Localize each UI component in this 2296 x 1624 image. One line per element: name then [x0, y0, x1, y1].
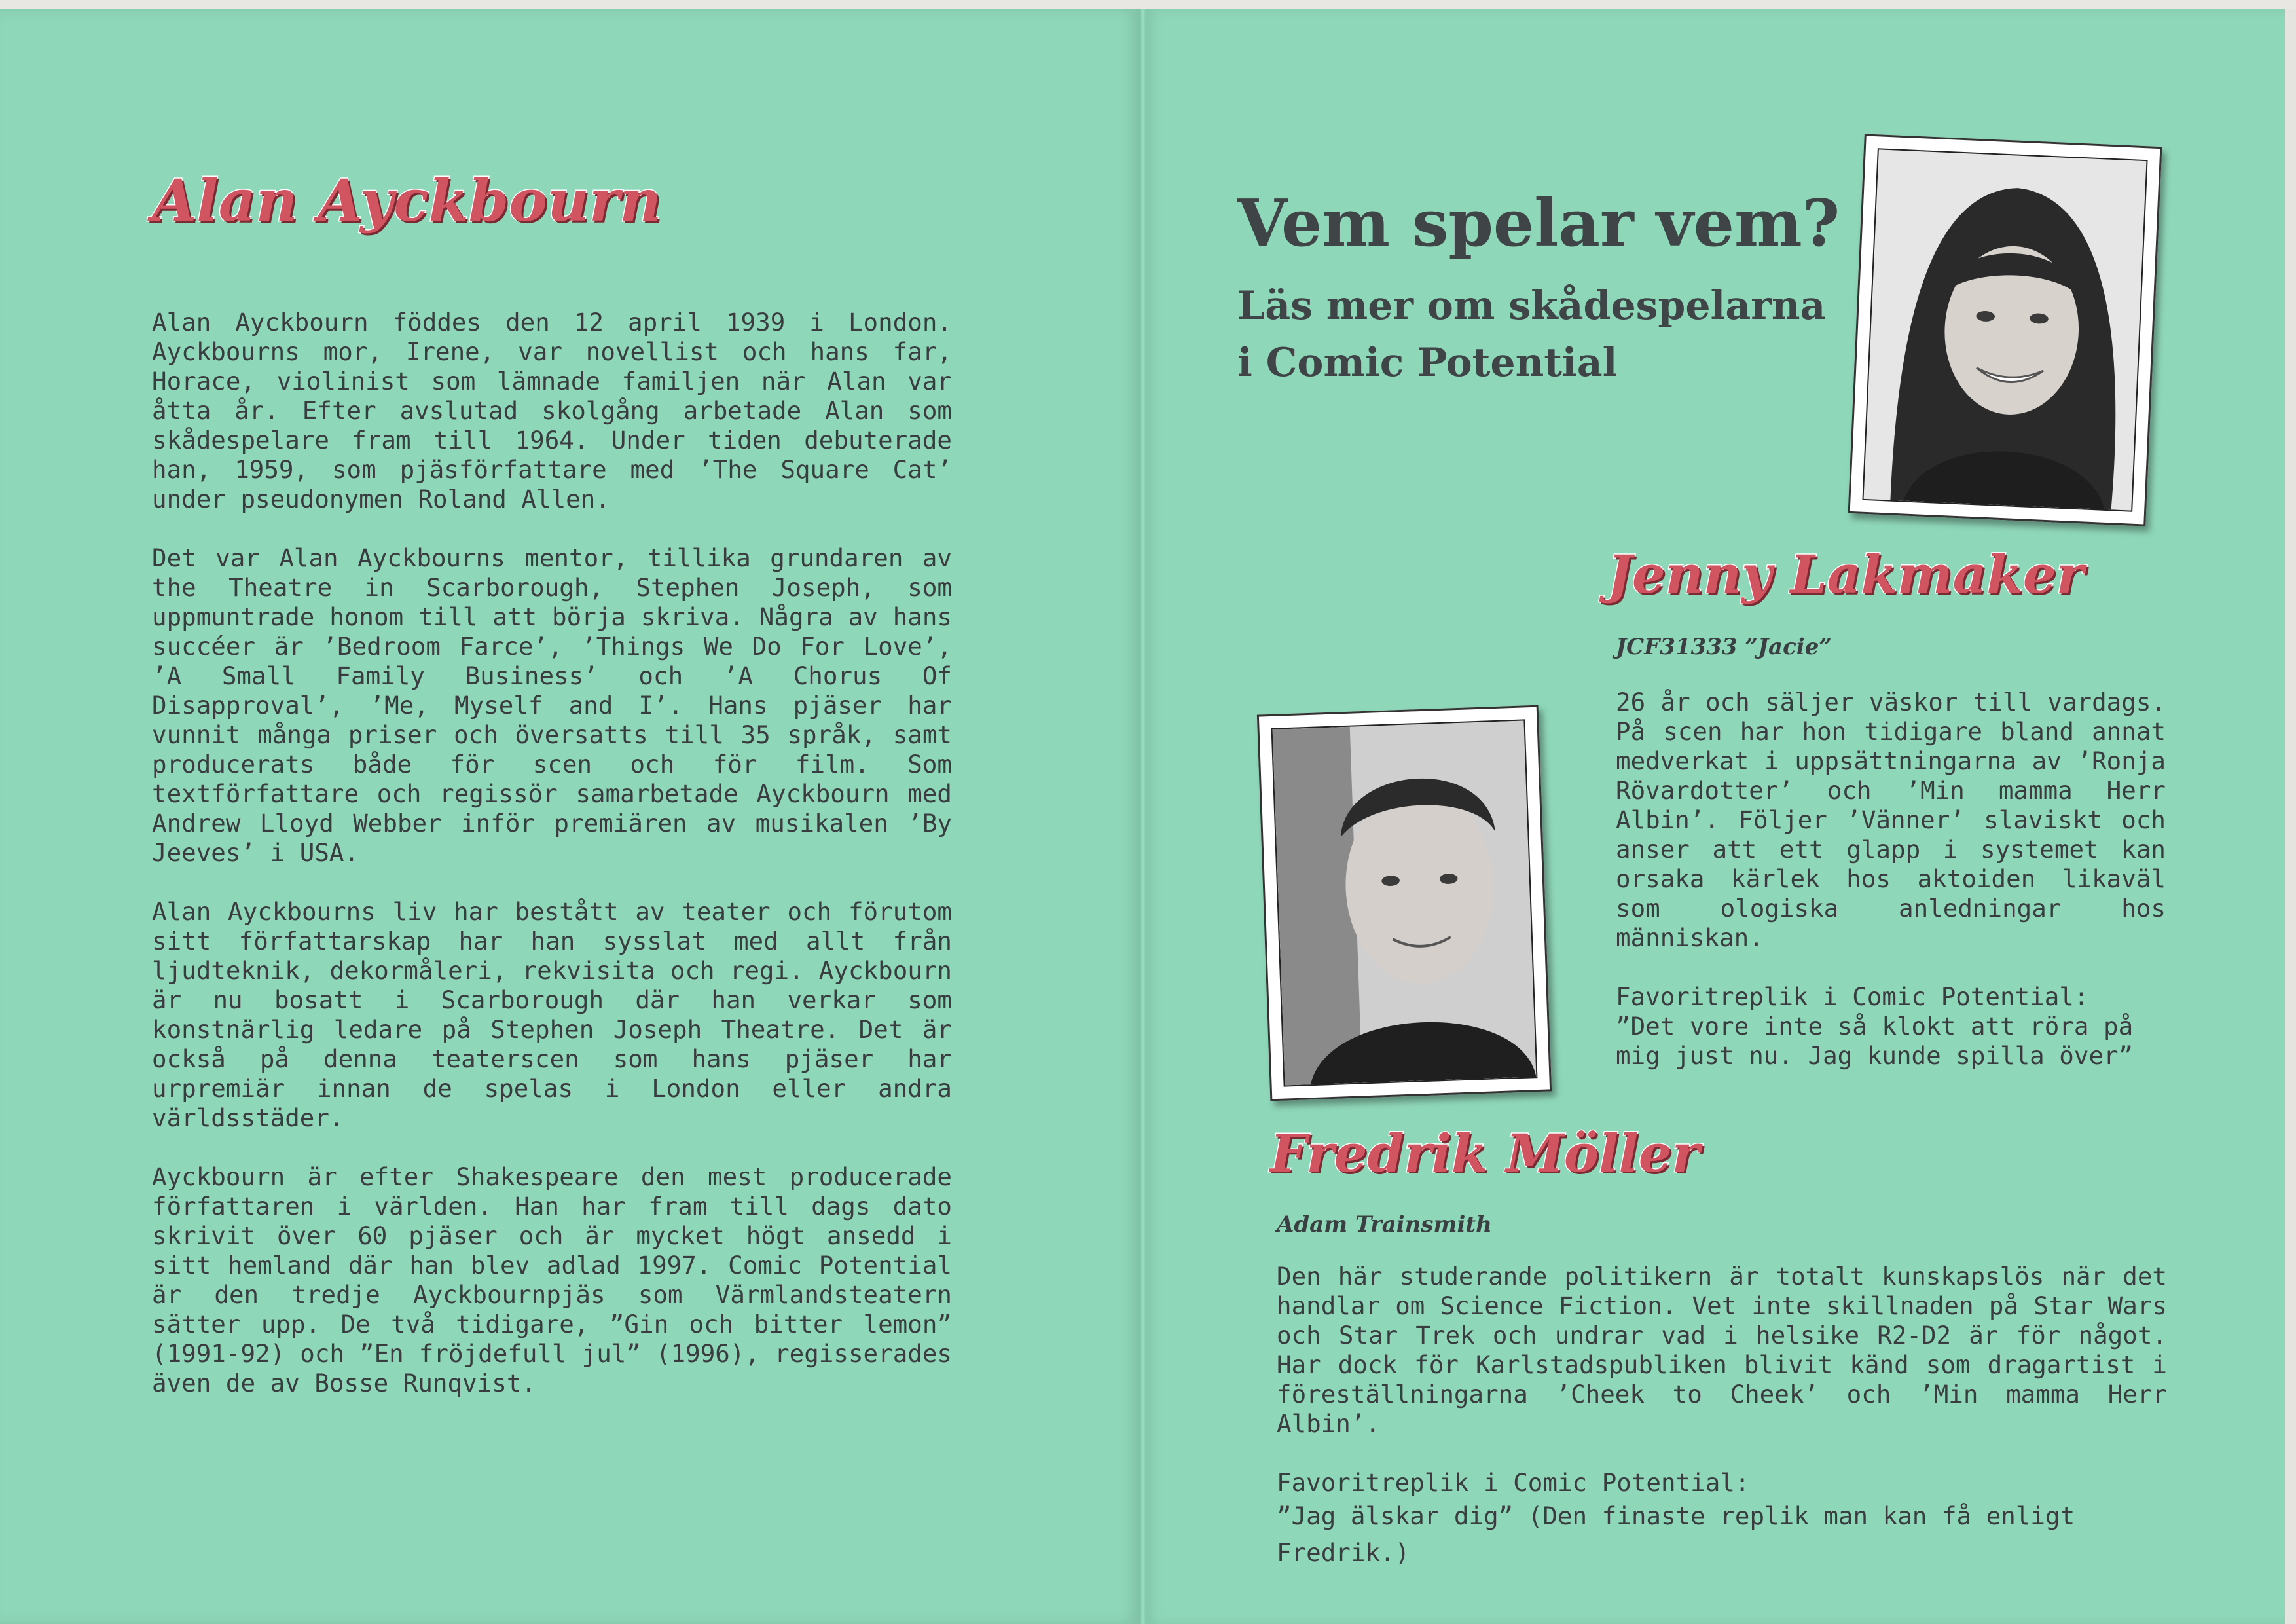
jenny-favorite-label: Favoritreplik i Comic Potential: [1616, 982, 2089, 1011]
bio-paragraph-4: Ayckbourn är efter Shakespeare den mest producerade författaren i världen. Han har fram till dags dato skrivit över 60 pjäser och är mycket högt ansedd i sitt hemland där han blev adlad 1997. Comic Potential är den tredje Ayckbournpjäs som Värmlandsteatern sätter upp. De två tidigare, ”Gin och bitter lemon” (1991-92) och ”En fröjdefull jul” (1996), regisserades även de av Bosse Runqvist. [152, 1162, 952, 1397]
fredrik-moller-role: Adam Trainsmith [1277, 1211, 1492, 1238]
scan-edge-right [2285, 9, 2296, 1624]
left-page [0, 9, 1140, 1624]
bio-paragraph-2: Det var Alan Ayckbourns mentor, tillika grundaren av the Theatre in Scarborough, Stephen Joseph, som uppmuntrade honom till att börja skriva. Några av hans succéer är ’Bedroom Farce’, ’Things We Do For Love’, ’A Small Family Business’ och ’A Chorus Of Disapproval’, ’Me, Myself and I’. Hans pjäser har vunnit många priser och översatts till 35 språk, samt producerats både för scen och för film. Som textförfattare och regissör samarbetade Ayckbourn med Andrew Lloyd Webber inför premiären av musikalen ’By Jeeves’ i USA. [152, 544, 952, 867]
jenny-lakmaker-name: Jenny Lakmaker [1607, 544, 2084, 605]
fredrik-favorite-quote: ”Jag älskar dig” (Den finaste replik man kan få enligt Fredrik.) [1277, 1502, 2075, 1567]
bio-paragraph-3: Alan Ayckbourns liv har bestått av teater och förutom sitt författarskap har han sysslat med allt från ljudteknik, dekormåleri, rekvisita och regi. Ayckbourn är nu bosatt i Scarborough där han verkar som konstnärlig ledare på Stephen Joseph Theatre. Det är också på denna teaterscen som hans pjäser har urpremiär innan de spelas i London eller andra världsstäder. [152, 897, 952, 1132]
fredrik-moller-photo [1257, 705, 1552, 1101]
jenny-lakmaker-photo [1848, 134, 2162, 526]
bio-paragraph-1: Alan Ayckbourn föddes den 12 april 1939 i London. Ayckbourns mor, Irene, var novellist och hans far, Horace, violinist som lämnade familjen när Alan var åtta år. Efter avslutad skolgång arbetade Alan som skådespelare fram till 1964. Under tiden debuterade han, 1959, som pjäsförfattare med ’The Square Cat’ under pseudonymen Roland Allen. [152, 308, 952, 513]
portrait-image [1271, 719, 1538, 1086]
fredrik-favorite-label: Favoritreplik i Comic Potential: [1277, 1468, 1750, 1497]
page-subtitle-line-1: Läs mer om skådespelarna [1237, 283, 1826, 329]
portrait-image [1862, 148, 2147, 512]
jenny-lakmaker-role: JCF31333 ”Jacie” [1616, 634, 1832, 660]
page-title: Vem spelar vem? [1237, 186, 1840, 261]
jenny-favorite-quote: ”Det vore inte så klokt att röra på mig just nu. Jag kunde spilla över” [1616, 1012, 2134, 1070]
jenny-lakmaker-bio [1616, 688, 2166, 1071]
ayckbourn-biography [152, 308, 952, 1398]
scan-edge [0, 0, 2296, 9]
right-page [1146, 9, 2296, 1624]
jenny-bio-text: 26 år och säljer väskor till vardags. På scen har hon tidigare bland annat medverkat i uppsättningarna av ’Ronja Rövardotter’ och ’Min mamma Herr Albin’. Följer ’Vänner’ slaviskt och anser att ett glapp i systemet kan orsaka kärlek hos aktoiden likaväl som ologiska anledningar hos människan. [1616, 688, 2166, 952]
page-subtitle-line-2: i Comic Potential [1237, 340, 1618, 386]
fredrik-moller-name: Fredrik Möller [1270, 1122, 1700, 1184]
fredrik-bio-text: Den här studerande politikern är totalt kunskapslös när det handlar om Science Fiction. Vet inte skillnaden på Star Wars och Star Trek och undrar vad i helsike R2-D2 är för något. Har dock för Karlstadspubliken blivit känd som dragartist i föreställningarna ’Cheek to Cheek’ och ’Min mamma Herr Albin’. [1277, 1262, 2167, 1438]
fredrik-moller-bio [1277, 1262, 2167, 1571]
ayckbourn-heading: Alan Ayckbourn [152, 166, 662, 234]
